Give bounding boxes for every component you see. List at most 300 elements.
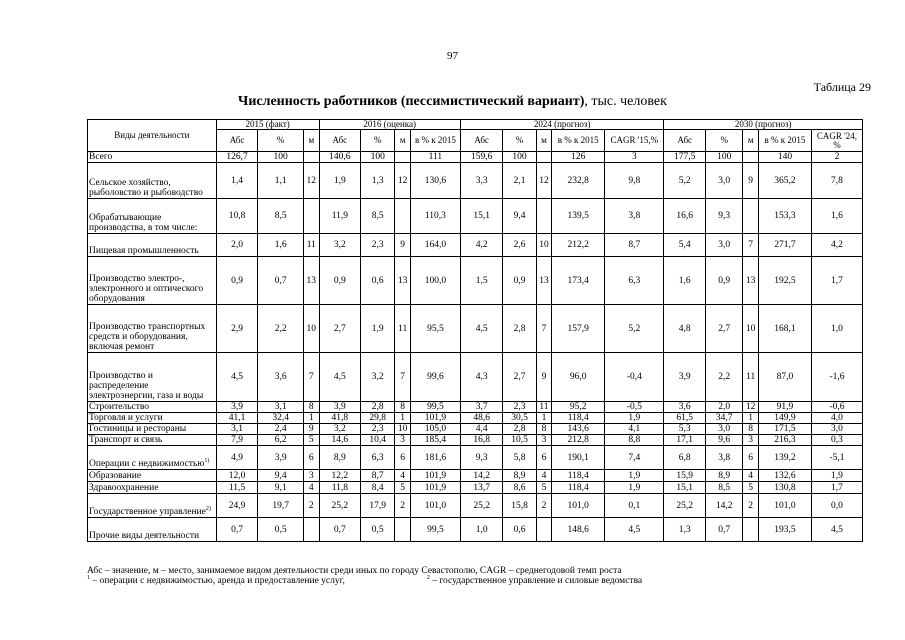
value-cell: 15,1 <box>460 199 503 234</box>
value-cell <box>743 152 759 163</box>
value-cell: 7,4 <box>605 446 664 470</box>
value-cell: 29,8 <box>361 413 395 424</box>
value-cell: 2,3 <box>361 424 395 435</box>
value-cell: 101,0 <box>758 494 811 518</box>
value-cell: 3,9 <box>258 446 304 470</box>
value-cell: 3,2 <box>319 234 361 257</box>
value-cell: 2,0 <box>706 402 743 413</box>
value-cell: 9,6 <box>706 435 743 446</box>
value-cell: 181,6 <box>410 446 460 470</box>
workforce-table <box>87 119 863 542</box>
value-cell: 15,9 <box>664 470 706 482</box>
value-cell: 8,7 <box>361 470 395 482</box>
header-pct: % <box>258 130 304 152</box>
value-cell: 8,8 <box>605 435 664 446</box>
value-cell <box>304 199 320 234</box>
value-cell: 25,2 <box>664 494 706 518</box>
value-cell: 2,3 <box>361 234 395 257</box>
value-cell: 2,7 <box>706 305 743 353</box>
value-cell <box>395 518 411 542</box>
value-cell: 14,6 <box>319 435 361 446</box>
activity-name-text: Торговля и услуги <box>89 413 163 423</box>
value-cell: 1,7 <box>811 257 862 305</box>
value-cell: 2,6 <box>503 234 536 257</box>
value-cell: 48,6 <box>460 413 503 424</box>
value-cell: 8,5 <box>258 199 304 234</box>
value-cell: 12 <box>304 163 320 199</box>
activity-name-text: Обрабатывающие производства, в том числе: <box>89 213 198 233</box>
value-cell: 8,9 <box>319 446 361 470</box>
header-cagr-15: CAGR '15,% <box>605 130 664 152</box>
value-cell: 216,3 <box>758 435 811 446</box>
value-cell <box>395 199 411 234</box>
value-cell: 4 <box>743 470 759 482</box>
value-cell <box>304 518 320 542</box>
value-cell: 0,6 <box>503 518 536 542</box>
value-cell: 118,4 <box>552 470 605 482</box>
value-cell: 5,2 <box>605 305 664 353</box>
value-cell: 3,6 <box>258 353 304 402</box>
value-cell: 1,6 <box>258 234 304 257</box>
table-row <box>88 494 863 518</box>
value-cell: 100 <box>503 152 536 163</box>
value-cell: 3,8 <box>706 446 743 470</box>
value-cell: 3,7 <box>460 402 503 413</box>
value-cell: 2,7 <box>503 353 536 402</box>
value-cell: 8,7 <box>605 234 664 257</box>
header-abs: Абс <box>319 130 361 152</box>
value-cell: 4 <box>395 470 411 482</box>
activity-name-text: Государственное управление <box>89 507 206 517</box>
value-cell: 0,7 <box>258 257 304 305</box>
activity-name <box>88 518 217 542</box>
activity-name <box>88 163 217 199</box>
header-group-2030: 2030 (прогноз) <box>664 120 863 130</box>
activity-name <box>88 482 217 494</box>
value-cell: 3 <box>395 435 411 446</box>
value-cell: 3,2 <box>319 424 361 435</box>
value-cell: 4,5 <box>460 305 503 353</box>
activity-name <box>88 494 217 518</box>
value-cell: 3 <box>743 435 759 446</box>
value-cell: 1,6 <box>664 257 706 305</box>
value-cell: 212,8 <box>552 435 605 446</box>
table-row <box>88 305 863 353</box>
activity-name <box>88 470 217 482</box>
activity-name-text: Гостиницы и рестораны <box>89 424 187 434</box>
value-cell: 3,9 <box>319 402 361 413</box>
header-pct-2015: в % к 2015 <box>758 130 811 152</box>
value-cell: 2,2 <box>706 353 743 402</box>
value-cell: 6 <box>536 446 552 470</box>
value-cell: 130,8 <box>758 482 811 494</box>
value-cell: 12,2 <box>319 470 361 482</box>
value-cell: 10 <box>304 305 320 353</box>
value-cell: 5 <box>743 482 759 494</box>
value-cell: 11,5 <box>216 482 258 494</box>
value-cell: 24,9 <box>216 494 258 518</box>
value-cell: 6 <box>304 446 320 470</box>
value-cell: 96,0 <box>552 353 605 402</box>
activity-name <box>88 199 217 234</box>
value-cell: 5,3 <box>664 424 706 435</box>
value-cell: 34,7 <box>706 413 743 424</box>
value-cell: 7,8 <box>811 163 862 199</box>
value-cell: 101,9 <box>410 413 460 424</box>
value-cell: 3 <box>304 470 320 482</box>
value-cell: 6 <box>743 446 759 470</box>
header-pct: % <box>706 130 743 152</box>
value-cell: 126,7 <box>216 152 258 163</box>
value-cell: 61,5 <box>664 413 706 424</box>
value-cell: 8,5 <box>361 199 395 234</box>
table-row <box>88 446 863 470</box>
header-place: м <box>304 130 320 152</box>
value-cell: 3,8 <box>605 199 664 234</box>
value-cell: 5,4 <box>664 234 706 257</box>
value-cell: 11 <box>304 234 320 257</box>
activity-name <box>88 402 217 413</box>
value-cell: 101,9 <box>410 482 460 494</box>
value-cell: 2 <box>304 494 320 518</box>
value-cell: 1,9 <box>361 305 395 353</box>
value-cell: 2 <box>536 494 552 518</box>
value-cell: 143,6 <box>552 424 605 435</box>
value-cell: 25,2 <box>460 494 503 518</box>
value-cell: 101,0 <box>552 494 605 518</box>
value-cell: 3,6 <box>664 402 706 413</box>
value-cell: 1,9 <box>811 470 862 482</box>
footnote-1-mark: 1 <box>87 574 90 581</box>
value-cell: 12 <box>536 163 552 199</box>
header-cagr-24: CAGR '24, % <box>811 130 862 152</box>
value-cell: 157,9 <box>552 305 605 353</box>
footnotes <box>87 566 642 586</box>
value-cell: 3,1 <box>216 424 258 435</box>
value-cell <box>536 199 552 234</box>
value-cell: 1,5 <box>460 257 503 305</box>
value-cell: 168,1 <box>758 305 811 353</box>
value-cell: 99,5 <box>410 518 460 542</box>
footnote-1-text: – операции с недвижимостью, аренда и предоставление услуг, <box>90 576 345 586</box>
value-cell: 193,5 <box>758 518 811 542</box>
value-cell: 3,0 <box>706 234 743 257</box>
table-row <box>88 199 863 234</box>
value-cell: 100,0 <box>410 257 460 305</box>
value-cell: 1 <box>304 413 320 424</box>
header-pct: % <box>361 130 395 152</box>
header-group-2024: 2024 (прогноз) <box>460 120 664 130</box>
value-cell: -1,6 <box>811 353 862 402</box>
value-cell: 4,0 <box>811 413 862 424</box>
value-cell: 25,2 <box>319 494 361 518</box>
table-row <box>88 518 863 542</box>
value-cell: 0,9 <box>503 257 536 305</box>
value-cell: 5 <box>536 482 552 494</box>
activity-name-text: Строительство <box>89 402 150 412</box>
value-cell: 95,5 <box>410 305 460 353</box>
value-cell: 9,4 <box>258 470 304 482</box>
footnote-legend: Абс – значение, м – место, занимаемое видом деятельности среди иных по городу Севастополю, CAGR – среднегодовой темп роста <box>87 566 622 576</box>
value-cell: 5 <box>395 482 411 494</box>
header-place: м <box>743 130 759 152</box>
activity-name-text: Пищевая промышленность <box>89 246 199 256</box>
value-cell: 0,3 <box>811 435 862 446</box>
activity-name <box>88 446 217 470</box>
value-cell: 118,4 <box>552 413 605 424</box>
value-cell: 17,1 <box>664 435 706 446</box>
value-cell: 10,8 <box>216 199 258 234</box>
value-cell: 3,9 <box>664 353 706 402</box>
value-cell: 19,7 <box>258 494 304 518</box>
value-cell: 4,5 <box>605 518 664 542</box>
value-cell: 3,1 <box>258 402 304 413</box>
value-cell: 7 <box>395 353 411 402</box>
value-cell: 15,1 <box>664 482 706 494</box>
value-cell: 118,4 <box>552 482 605 494</box>
value-cell: 0,1 <box>605 494 664 518</box>
value-cell: 10,4 <box>361 435 395 446</box>
value-cell: 9,4 <box>503 199 536 234</box>
table-title-bold: Численность работников (пессимистический вариант) <box>238 94 585 109</box>
value-cell: 173,4 <box>552 257 605 305</box>
value-cell: 2,4 <box>258 424 304 435</box>
activity-name-text: Производство и распределение электроэнергии, газа и воды <box>89 371 204 401</box>
value-cell: 2,1 <box>503 163 536 199</box>
activity-name-text: Здравоохранение <box>89 483 159 493</box>
header-abs: Абс <box>216 130 258 152</box>
value-cell: 8,5 <box>706 482 743 494</box>
value-cell: 7 <box>536 305 552 353</box>
value-cell: 8 <box>536 424 552 435</box>
value-cell: 1,3 <box>664 518 706 542</box>
page-number: 97 <box>447 50 458 62</box>
value-cell: 2,0 <box>216 234 258 257</box>
value-cell: 11,8 <box>319 482 361 494</box>
table-body <box>88 152 863 542</box>
value-cell <box>304 152 320 163</box>
table-row <box>88 435 863 446</box>
value-cell: 4,5 <box>319 353 361 402</box>
value-cell: 15,8 <box>503 494 536 518</box>
value-cell <box>536 152 552 163</box>
table-row <box>88 257 863 305</box>
value-cell: 0,9 <box>216 257 258 305</box>
value-cell: 6,3 <box>361 446 395 470</box>
value-cell: 1,0 <box>460 518 503 542</box>
value-cell: 11 <box>536 402 552 413</box>
value-cell: 3,3 <box>460 163 503 199</box>
value-cell: -5,1 <box>811 446 862 470</box>
activity-name <box>88 234 217 257</box>
value-cell: 2,8 <box>503 424 536 435</box>
value-cell: 7 <box>743 234 759 257</box>
value-cell: 9 <box>743 163 759 199</box>
value-cell: 14,2 <box>460 470 503 482</box>
value-cell: 9,3 <box>706 199 743 234</box>
footnote-2-text: – государственное управление и силовые ведомства <box>429 576 643 586</box>
value-cell: 1 <box>536 413 552 424</box>
value-cell: 1,9 <box>605 413 664 424</box>
activity-name <box>88 424 217 435</box>
value-cell: 91,9 <box>758 402 811 413</box>
value-cell: 4,5 <box>811 518 862 542</box>
value-cell: 2,9 <box>216 305 258 353</box>
footnote-notes <box>87 576 642 586</box>
value-cell: 9,3 <box>460 446 503 470</box>
activity-name-text: Сельское хозяйство, рыболовство и рыбоводство <box>89 178 203 198</box>
value-cell: 126 <box>552 152 605 163</box>
value-cell: 12 <box>743 402 759 413</box>
activity-name-text: Прочие виды деятельности <box>89 531 200 541</box>
value-cell: 101,0 <box>410 494 460 518</box>
value-cell: 271,7 <box>758 234 811 257</box>
value-cell: 3,2 <box>361 353 395 402</box>
value-cell: 16,6 <box>664 199 706 234</box>
activity-name-text: Производство электро-, электронного и оптического оборудования <box>89 274 204 304</box>
header-pct-2015: в % к 2015 <box>410 130 460 152</box>
activity-name <box>88 435 217 446</box>
activity-name <box>88 353 217 402</box>
value-cell: 7,9 <box>216 435 258 446</box>
table-title <box>0 94 905 110</box>
value-cell: 4,1 <box>605 424 664 435</box>
value-cell: 9 <box>395 234 411 257</box>
value-cell: 5,2 <box>664 163 706 199</box>
value-cell: 32,4 <box>258 413 304 424</box>
activity-name <box>88 152 217 163</box>
value-cell: 9 <box>536 353 552 402</box>
value-cell: 2,7 <box>319 305 361 353</box>
table-row <box>88 152 863 163</box>
activity-name-text: Транспорт и связь <box>89 435 163 445</box>
value-cell: 4,4 <box>460 424 503 435</box>
table-row <box>88 482 863 494</box>
value-cell: 1,7 <box>811 482 862 494</box>
value-cell: 10 <box>536 234 552 257</box>
activity-name-text: Производство транспортных средств и оборудования, включая ремонт <box>89 322 206 352</box>
value-cell: 6,8 <box>664 446 706 470</box>
value-cell: 1,4 <box>216 163 258 199</box>
table-label: Таблица 29 <box>813 80 871 94</box>
footnote-ref: 1) <box>204 457 210 464</box>
value-cell: 212,2 <box>552 234 605 257</box>
table-row <box>88 402 863 413</box>
value-cell <box>743 199 759 234</box>
value-cell: 2 <box>743 494 759 518</box>
header-group-2015: 2015 (факт) <box>216 120 319 130</box>
header-activity: Виды деятельности <box>88 120 217 152</box>
value-cell: -0,6 <box>811 402 862 413</box>
activity-name <box>88 413 217 424</box>
value-cell: 192,5 <box>758 257 811 305</box>
value-cell: 100 <box>361 152 395 163</box>
value-cell: 0,7 <box>216 518 258 542</box>
value-cell <box>395 152 411 163</box>
value-cell: 4 <box>304 482 320 494</box>
value-cell: 3,9 <box>216 402 258 413</box>
activity-name-text: Всего <box>89 152 113 162</box>
header-abs: Абс <box>460 130 503 152</box>
value-cell: 1,9 <box>319 163 361 199</box>
value-cell: 4,5 <box>216 353 258 402</box>
value-cell: 5 <box>304 435 320 446</box>
activity-name <box>88 257 217 305</box>
header-place: м <box>395 130 411 152</box>
header-abs: Абс <box>664 130 706 152</box>
value-cell: 140,6 <box>319 152 361 163</box>
activity-name-text: Операции с недвижимостью <box>89 459 205 469</box>
value-cell: 8 <box>395 402 411 413</box>
value-cell: 13 <box>536 257 552 305</box>
value-cell: 17,9 <box>361 494 395 518</box>
value-cell: 8,6 <box>503 482 536 494</box>
value-cell: 111 <box>410 152 460 163</box>
value-cell: 6,2 <box>258 435 304 446</box>
value-cell: 11 <box>743 353 759 402</box>
value-cell: 132,6 <box>758 470 811 482</box>
value-cell: 101,9 <box>410 470 460 482</box>
value-cell: 105,0 <box>410 424 460 435</box>
table-row <box>88 470 863 482</box>
header-group-2016: 2016 (оценка) <box>319 120 460 130</box>
table-row <box>88 413 863 424</box>
value-cell: 8,9 <box>706 470 743 482</box>
value-cell: 16,8 <box>460 435 503 446</box>
value-cell: 13 <box>304 257 320 305</box>
value-cell: 11 <box>395 305 411 353</box>
value-cell <box>536 518 552 542</box>
value-cell: 12,0 <box>216 470 258 482</box>
value-cell: 0,9 <box>706 257 743 305</box>
value-cell: 3 <box>536 435 552 446</box>
value-cell: 139,2 <box>758 446 811 470</box>
value-cell: 13 <box>743 257 759 305</box>
table-row <box>88 424 863 435</box>
value-cell: 100 <box>706 152 743 163</box>
table-row <box>88 234 863 257</box>
value-cell: 1,9 <box>605 470 664 482</box>
value-cell: 4,3 <box>460 353 503 402</box>
value-cell: 30,5 <box>503 413 536 424</box>
value-cell: 8,4 <box>361 482 395 494</box>
value-cell: 99,6 <box>410 353 460 402</box>
value-cell: 1,1 <box>258 163 304 199</box>
value-cell: 3 <box>605 152 664 163</box>
value-cell: -0,5 <box>605 402 664 413</box>
value-cell: 149,9 <box>758 413 811 424</box>
value-cell: 5,8 <box>503 446 536 470</box>
value-cell: 2 <box>811 152 862 163</box>
value-cell: 171,5 <box>758 424 811 435</box>
value-cell: 1,6 <box>811 199 862 234</box>
value-cell: 99,5 <box>410 402 460 413</box>
value-cell: 4 <box>536 470 552 482</box>
value-cell: 10 <box>743 305 759 353</box>
value-cell: 87,0 <box>758 353 811 402</box>
value-cell <box>743 518 759 542</box>
value-cell: 4,2 <box>811 234 862 257</box>
value-cell: 2,8 <box>503 305 536 353</box>
value-cell: 10 <box>395 424 411 435</box>
value-cell: 7 <box>304 353 320 402</box>
value-cell: 3,0 <box>706 424 743 435</box>
value-cell: 12 <box>395 163 411 199</box>
value-cell: 2,8 <box>361 402 395 413</box>
value-cell: 0,6 <box>361 257 395 305</box>
value-cell: 10,5 <box>503 435 536 446</box>
table-row <box>88 353 863 402</box>
